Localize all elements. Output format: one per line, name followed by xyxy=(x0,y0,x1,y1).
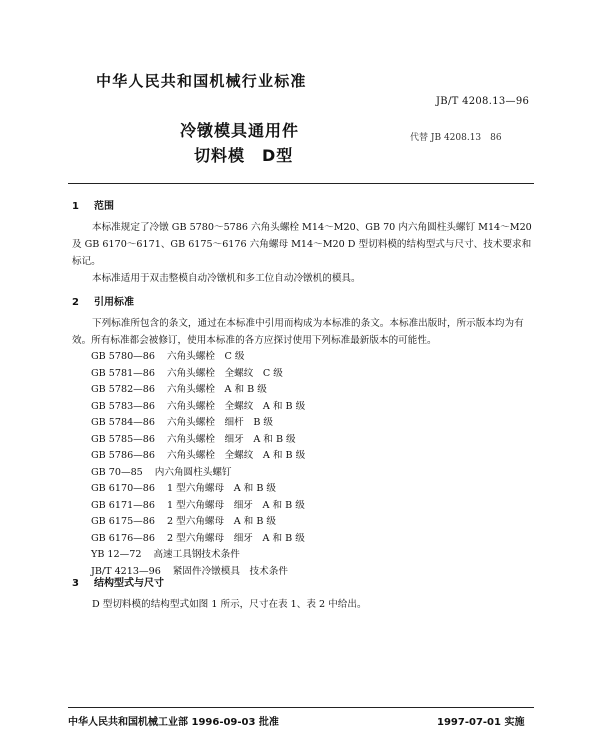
reference-code: JB/T 4213—96 xyxy=(91,565,161,577)
reference-item xyxy=(91,399,305,416)
reference-code: GB 5785—86 xyxy=(91,433,155,445)
reference-title: 2 型六角螺母 A 和 B 级 xyxy=(166,516,277,527)
reference-item xyxy=(91,382,305,399)
section-3 xyxy=(72,575,532,613)
reference-code: GB 6176—86 xyxy=(91,532,155,544)
reference-item xyxy=(91,498,305,515)
reference-title: 六角头螺栓 细杆 B 级 xyxy=(166,417,274,428)
reference-list xyxy=(91,349,305,580)
reference-code: GB 6170—86 xyxy=(91,483,155,494)
reference-item xyxy=(91,432,305,449)
reference-item xyxy=(91,547,305,564)
header-divider xyxy=(68,183,534,184)
section-2-title: 引用标准 xyxy=(94,297,134,308)
footer-divider xyxy=(68,707,534,708)
standard-number: JB/T 4208.13—96 xyxy=(436,96,530,107)
section-2-paragraph-1: 下列标准所包含的条文，通过在本标准中引用而构成为本标准的条文。本标准出版时，所示版本均为有效。所有标准都会被修订，使用本标准的各方应探讨使用下列标准最新版本的可能性。 xyxy=(72,318,524,346)
reference-item xyxy=(91,514,305,531)
reference-title: 六角头螺栓 细牙 A 和 B 级 xyxy=(166,433,296,445)
reference-code: GB 6171—86 xyxy=(91,499,155,511)
reference-code: GB 70—85 xyxy=(91,466,143,478)
reference-title: 2 型六角螺母 细牙 A 和 B 级 xyxy=(166,532,305,544)
document-title-line2: 切料模 D型 xyxy=(194,146,294,165)
reference-code: GB 5781—86 xyxy=(91,367,155,379)
reference-item xyxy=(91,366,305,383)
reference-title: 紧固件冷镦模具 技术条件 xyxy=(172,565,288,577)
reference-item xyxy=(91,531,305,548)
reference-item xyxy=(91,415,305,432)
reference-title: 六角头螺栓 A 和 B 级 xyxy=(166,384,267,395)
reference-code: GB 5786—86 xyxy=(91,450,155,461)
approval-statement: 中华人民共和国机械工业部 1996-09-03 批准 xyxy=(68,717,279,728)
section-3-number: 3 xyxy=(72,578,79,589)
reference-code: GB 5780—86 xyxy=(91,351,155,362)
reference-title: 1 型六角螺母 A 和 B 级 xyxy=(166,483,277,494)
section-3-paragraph-1: D 型切料模的结构型式如图 1 所示，尺寸在表 1、表 2 中给出。 xyxy=(92,599,367,610)
reference-item xyxy=(91,481,305,498)
section-1-heading xyxy=(72,198,532,215)
section-2-heading xyxy=(72,294,532,311)
reference-title: 高速工具钢技术条件 xyxy=(153,549,240,560)
reference-title: 六角头螺栓 C 级 xyxy=(166,351,245,362)
section-1-title: 范围 xyxy=(94,201,114,212)
reference-title: 六角头螺栓 全螺纹 C 级 xyxy=(166,367,283,379)
reference-code: GB 5782—86 xyxy=(91,384,155,395)
effective-date: 1997-07-01 实施 xyxy=(437,717,525,728)
reference-item xyxy=(91,349,305,366)
section-1-paragraph-2: 本标准适用于双击整模自动冷镦机和多工位自动冷镦机的模具。 xyxy=(92,273,361,284)
reference-title: 六角头螺栓 全螺纹 A 和 B 级 xyxy=(166,400,306,412)
section-3-heading xyxy=(72,575,532,592)
reference-title: 1 型六角螺母 细牙 A 和 B 级 xyxy=(166,499,305,511)
section-3-title: 结构型式与尺寸 xyxy=(94,578,164,589)
section-1 xyxy=(72,198,532,287)
issuing-organization: 中华人民共和国机械行业标准 xyxy=(96,72,307,90)
reference-title: 六角头螺栓 全螺纹 A 和 B 级 xyxy=(166,450,306,461)
section-2-number: 2 xyxy=(72,297,79,308)
section-1-number: 1 xyxy=(72,201,79,212)
reference-item xyxy=(91,465,305,482)
reference-item xyxy=(91,448,305,465)
document-title-line1: 冷镦模具通用件 xyxy=(180,121,300,140)
reference-code: YB 12—72 xyxy=(91,549,142,560)
reference-title: 内六角圆柱头螺钉 xyxy=(154,466,232,478)
reference-code: GB 5783—86 xyxy=(91,400,155,412)
section-2 xyxy=(72,294,532,349)
reference-code: GB 6175—86 xyxy=(91,516,155,527)
reference-code: GB 5784—86 xyxy=(91,417,155,428)
replaces-standard: 代替 JB 4208.13 86 xyxy=(410,133,502,143)
section-1-paragraph-1: 本标准规定了冷镦 GB 5780～5786 六角头螺栓 M14～M20、GB 70 内六角圆柱头螺钉 M14～M20 及 GB 6170～6171、GB 6175～6176 六角螺母 M14～M20 D 型切料模的结构型式与尺寸、技术要求和标记。 xyxy=(72,222,532,267)
